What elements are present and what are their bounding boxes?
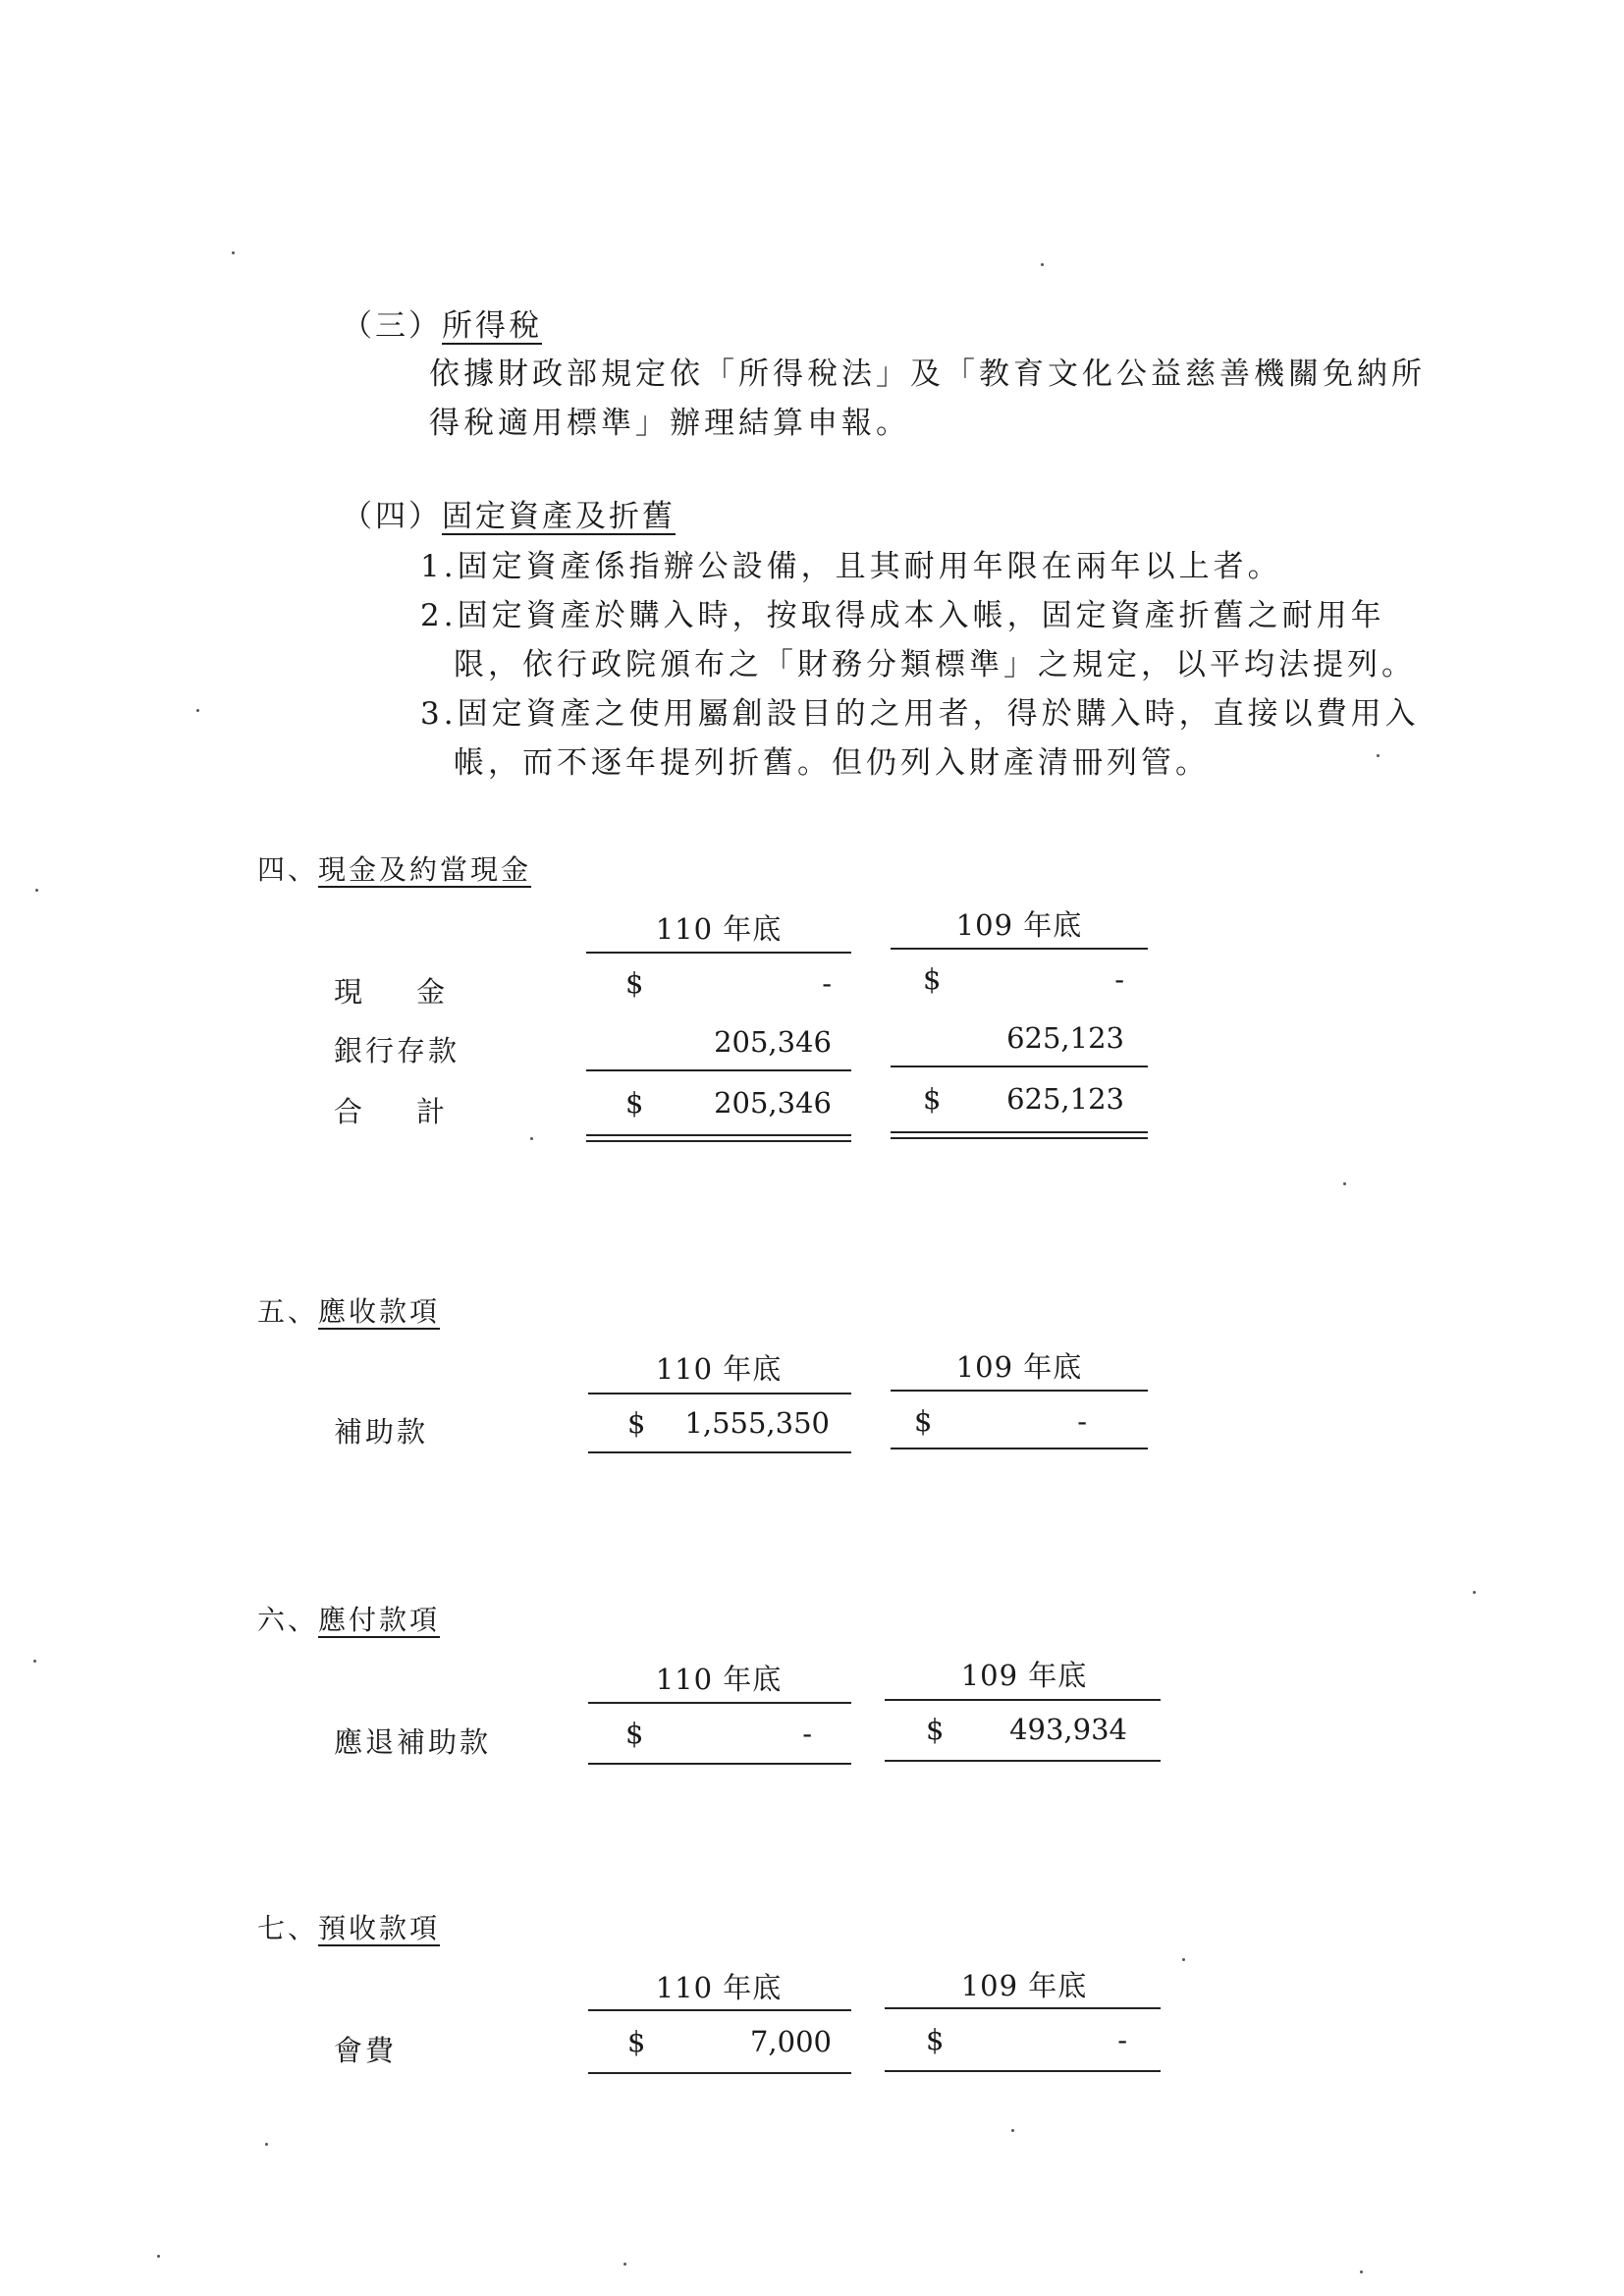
scan-speck (157, 2255, 160, 2258)
scan-speck (1041, 263, 1044, 266)
scan-speck (1343, 1182, 1346, 1185)
list-item (420, 591, 1420, 689)
header-rule (891, 1390, 1148, 1392)
column-header-110: 110 年底 (655, 1352, 783, 1386)
total-rule (588, 1451, 851, 1453)
note-3-title: 所得稅 (442, 308, 542, 344)
column-header-109: 109 年底 (955, 1350, 1083, 1384)
table-cell: $ - (914, 1404, 1087, 1438)
note-4-marker: （四） (342, 499, 442, 534)
section-4-heading (257, 848, 531, 888)
table-cell: $ - (625, 1717, 812, 1750)
total-rule (588, 1763, 851, 1765)
note-4-title: 固定資產及折舊 (442, 499, 676, 534)
table-row-label: 合計 (334, 1095, 500, 1128)
header-rule (885, 1699, 1161, 1701)
subtotal-rule (586, 1069, 851, 1071)
total-rule (885, 1760, 1161, 1762)
list-item-line: 帳，而不逐年提列折舊。但仍列入財產清冊列管。 (454, 745, 1210, 781)
section-title: 應收款項 (318, 1295, 441, 1328)
table-cell: $ - (926, 2023, 1127, 2056)
scan-speck (196, 709, 199, 712)
table-cell: $ 7,000 (627, 2025, 832, 2058)
total-rule (891, 1448, 1148, 1449)
column-header-109: 109 年底 (955, 908, 1083, 942)
section-5-heading (257, 1290, 440, 1330)
section-number: 六、 (257, 1604, 319, 1636)
note-4-list (420, 542, 1420, 788)
table-row-label: 銀行存款 (334, 1034, 460, 1067)
table-cell: 625,123 (1006, 1021, 1124, 1055)
note-4-heading (342, 491, 676, 535)
scan-speck (1377, 754, 1380, 757)
table-row-label: 會費 (334, 2034, 398, 2067)
column-header-110: 110 年底 (655, 1663, 783, 1696)
paragraph-line: 依據財政部規定依「所得稅法」及「教育文化公益慈善機關免納所 (429, 356, 1426, 392)
header-rule (588, 1393, 851, 1394)
scan-speck (1360, 2270, 1363, 2273)
column-header-109: 109 年底 (960, 1969, 1088, 2002)
note-3-marker: （三） (342, 308, 442, 344)
table-cell: $ 493,934 (926, 1713, 1127, 1746)
scan-speck (530, 1137, 533, 1140)
scan-speck (1473, 1591, 1476, 1594)
scan-speck (1182, 1958, 1185, 1961)
header-rule (588, 1702, 851, 1704)
list-item (420, 689, 1420, 788)
section-7-heading (257, 1907, 440, 1946)
total-rule (885, 2070, 1161, 2072)
list-item (420, 542, 1420, 591)
table-row-label: 應退補助款 (334, 1725, 492, 1759)
table-cell: 205,346 (714, 1025, 832, 1059)
section-title: 現金及約當現金 (318, 853, 532, 886)
list-item-line: 限，依行政院頒布之「財務分類標準」之規定，以平均法提列。 (454, 647, 1416, 683)
section-number: 七、 (257, 1912, 319, 1944)
scan-speck (35, 889, 38, 892)
column-header-110: 110 年底 (655, 912, 783, 946)
table-cell: $ 1,555,350 (627, 1406, 830, 1440)
table-cell: $ - (625, 966, 832, 1000)
scan-speck (623, 2263, 626, 2266)
scan-speck (1011, 2129, 1014, 2132)
table-row-label: 補助款 (334, 1415, 429, 1449)
total-double-rule (586, 1134, 851, 1142)
scan-speck (265, 2143, 268, 2146)
column-header-109: 109 年底 (960, 1659, 1088, 1692)
subtotal-rule (891, 1066, 1148, 1067)
table-cell: $ 625,123 (923, 1082, 1124, 1116)
total-rule (588, 2072, 851, 2074)
list-item-line: 2.固定資產於購入時，按取得成本入帳，固定資產折舊之耐用年 (420, 598, 1385, 633)
header-rule (586, 952, 851, 954)
note-3-heading (342, 301, 542, 345)
section-title: 應付款項 (318, 1604, 441, 1636)
table-cell: $ - (923, 962, 1124, 996)
scan-speck (33, 1660, 36, 1663)
list-item-line: 3.固定資產之使用屬創設目的之用者，得於購入時，直接以費用入 (420, 696, 1420, 732)
scan-speck (232, 251, 235, 254)
section-number: 五、 (257, 1295, 319, 1328)
header-rule (885, 2007, 1161, 2009)
header-rule (588, 2009, 851, 2011)
total-double-rule (891, 1131, 1148, 1139)
list-item-line: 1.固定資產係指辦公設備，且其耐用年限在兩年以上者。 (420, 549, 1282, 584)
column-header-110: 110 年底 (655, 1971, 783, 2004)
section-title: 預收款項 (318, 1912, 441, 1944)
table-row-label: 現金 (334, 975, 500, 1009)
table-cell: $ 205,346 (625, 1086, 832, 1120)
header-rule (891, 948, 1148, 950)
paragraph-line: 得稅適用標準」辦理結算申報。 (429, 406, 910, 441)
section-6-heading (257, 1599, 440, 1638)
section-number: 四、 (257, 853, 319, 886)
note-3-paragraph (429, 350, 1426, 448)
